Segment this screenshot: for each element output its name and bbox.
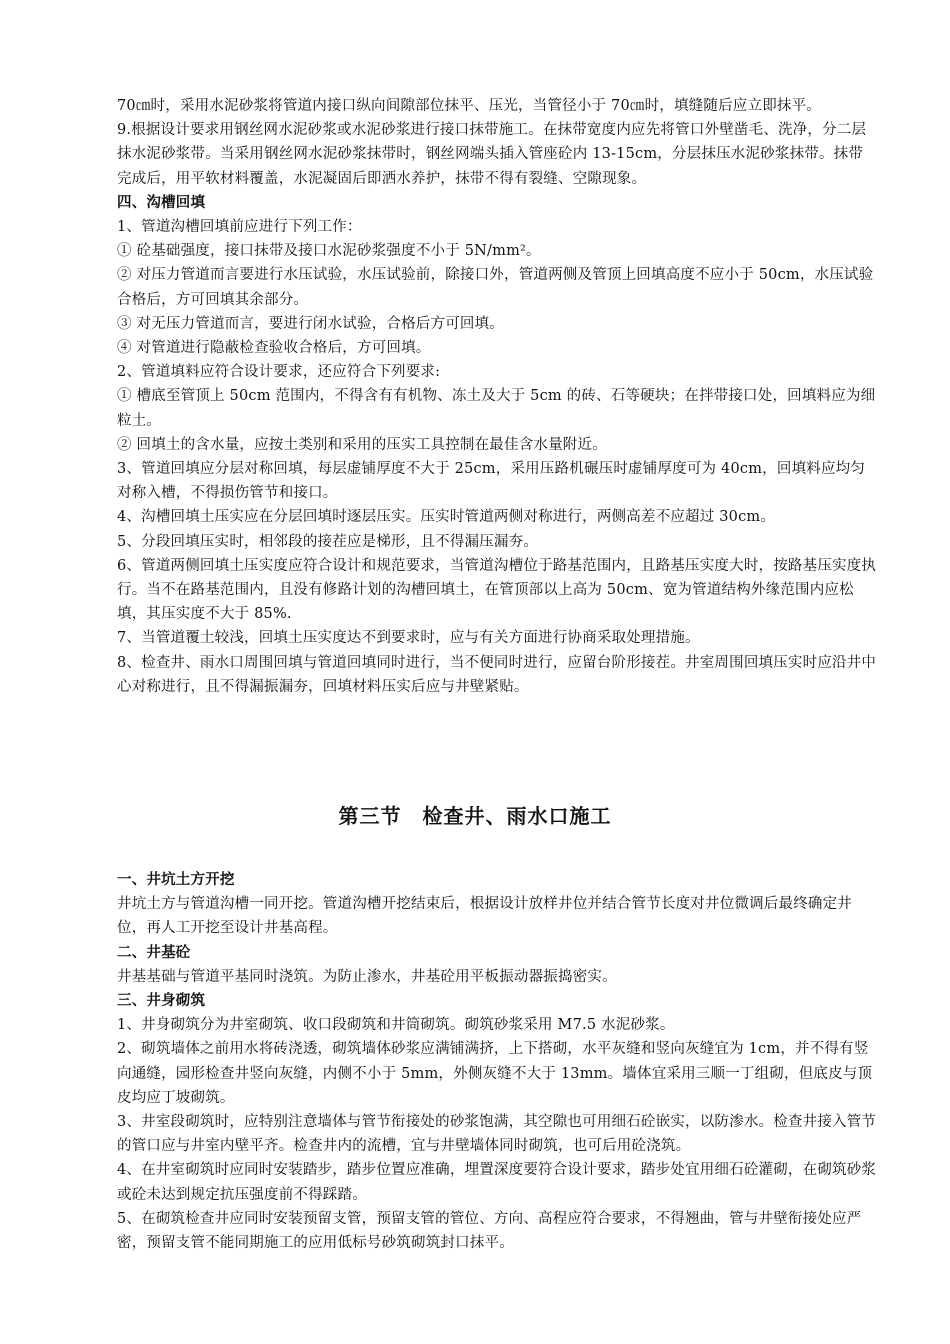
paragraph-segment-joint: 5、分段回填压实时，相邻段的接茬应是梯形，且不得漏压漏夯。 bbox=[117, 533, 539, 550]
section-three-body bbox=[117, 868, 877, 1255]
heading-trench-backfill: 四、沟槽回填 bbox=[117, 194, 206, 211]
paragraph-pit-excavation: 井坑土方与管道沟槽一同开挖。管道沟槽开挖结束后，根据设计放样井位并结合管节长度对井位微调后最终确定井位，再人工开挖至设计井基高程。 bbox=[117, 896, 852, 937]
paragraph-fill-range: ① 槽底至管顶上 50cm 范围内，不得含有有机物、冻土及大于 5cm 的砖、石等硬块；在拌带接口处，回填料应为细粒土。 bbox=[117, 388, 876, 429]
heading-pit-excavation: 一、井坑土方开挖 bbox=[117, 872, 235, 888]
paragraph-moisture: ② 回填土的含水量，应按土类别和采用的压实工具控制在最佳含水量附近。 bbox=[117, 436, 607, 453]
paragraph-joint-smoothing: 70㎝时，采用水泥砂浆将管道内接口纵向间隙部位抹平、压光，当管径小于 70㎝时，填缝随后应立即抹平。 bbox=[117, 98, 822, 114]
paragraph-branch-pipes: 5、在砌筑检查井应同时安装预留支管，预留支管的管位、方向、高程应符合要求，不得翘曲，管与井壁衔接处应严密，预留支管不能同期施工的应用低标号砂筑砌筑封口抹平。 bbox=[117, 1210, 862, 1252]
heading-well-masonry: 三、井身砌筑 bbox=[117, 993, 206, 1010]
paragraph-concealed-inspection: ④ 对管道进行隐蔽检查验收合格后，方可回填。 bbox=[117, 340, 431, 357]
paragraph-concrete-strength: ① 砼基础强度，接口抹带及接口水泥砂浆强度不小于 5N/mm²。 bbox=[117, 243, 541, 260]
paragraph-masonry-parts: 1、井身砌筑分为井室砌筑、收口段砌筑和井筒砌筑。砌筑砂浆采用 M7.5 水泥砂浆。 bbox=[117, 1017, 675, 1034]
paragraph-steps: 4、在井室砌筑时应同时安装踏步，踏步位置应准确，埋置深度要符合设计要求，踏步处宜用细石砼灌砌，在砌筑砂浆或砼未达到规定抗压强度前不得踩踏。 bbox=[117, 1162, 877, 1203]
paragraph-closed-water-test: ③ 对无压力管道而言，要进行闭水试验，合格后方可回填。 bbox=[117, 315, 505, 332]
paragraph-compaction: 4、沟槽回填土压实应在分层回填时逐层压实。压实时管道两侧对称进行，两侧高差不应超过 30cm。 bbox=[117, 509, 776, 526]
paragraph-compaction-degree: 6、管道两侧回填土压实度应符合设计和规范要求，当管道沟槽位于路基范围内，且路基压实度大时，按路基压实度执行。当不在路基范围内，且没有修路计划的沟槽回填土，在管顶部以上高为 50cm、宽为管道结构外缘范围内应松填，其压实度不大于 85%. bbox=[117, 557, 877, 623]
paragraph-fill-material: 2、管道填料应符合设计要求，还应符合下列要求: bbox=[117, 364, 441, 381]
heading-well-base: 二、井基砼 bbox=[117, 944, 191, 961]
section-two-continuation bbox=[117, 94, 877, 699]
paragraph-shallow-cover: 7、当管道覆土较浅，回填土压实度达不到要求时，应与有关方面进行协商采取处理措施。 bbox=[117, 630, 700, 647]
paragraph-chamber-masonry: 3、井室段砌筑时，应特别注意墙体与管节衔接处的砂浆饱满，其空隙也可用细石砼嵌实，以防渗水。检查井接入管节的管口应与井室内壁平齐。检查井内的流槽，宜与井壁墙体同时砌筑，也可后用砼浇筑。 bbox=[117, 1114, 877, 1155]
paragraph-joint-banding: 9.根据设计要求用钢丝网水泥砂浆或水泥砂浆进行接口抹带施工。在抹带宽度内应先将管口外壁凿毛、洗净，分二层抹水泥砂浆带。当采用钢丝网水泥砂浆抹带时，钢丝网端头插入管座砼内 13-15cm，分层抹压水泥砂浆抹带。抹带完成后，用平软材料覆盖，水泥凝固后即洒水养护，抹带不得有裂缝、空隙现象。 bbox=[117, 122, 867, 187]
paragraph-well-base: 井基基础与管道平基同时浇筑。为防止渗水，井基砼用平板振动器振捣密实。 bbox=[117, 968, 617, 985]
paragraph-layered-backfill: 3、管道回填应分层对称回填，每层虚铺厚度不大于 25cm，采用压路机碾压时虚铺厚度可为 40cm，回填料应均匀对称入槽，不得损伤管节和接口。 bbox=[117, 461, 866, 502]
paragraph-well-backfill: 8、检查井、雨水口周围回填与管道回填同时进行，当不便同时进行，应留台阶形接茬。井室周围回填压实时应沿井中心对称进行，且不得漏振漏夯，回填材料压实后应与井壁紧贴。 bbox=[117, 654, 877, 695]
section-title: 第三节 检查井、雨水口施工 bbox=[338, 804, 612, 828]
paragraph-pressure-test: ② 对压力管道而言要进行水压试验，水压试验前，除接口外，管道两侧及管顶上回填高度不应小于 50cm，水压试验合格后，方可回填其余部分。 bbox=[117, 267, 874, 308]
paragraph-masonry-wall: 2、砌筑墙体之前用水将砖浇透，砌筑墙体砂浆应满铺满挤，上下搭砌，水平灰缝和竖向灰缝宜为 1cm，并不得有竖向通缝，园形检查井竖向灰缝，内侧不小于 5mm，外侧灰缝不大于 13mm。墙体宜采用三顺一丁组砌，但底皮与顶皮均应丁坡砌筑。 bbox=[117, 1041, 873, 1106]
paragraph-backfill-prework: 1、管道沟槽回填前应进行下列工作： bbox=[117, 219, 362, 236]
